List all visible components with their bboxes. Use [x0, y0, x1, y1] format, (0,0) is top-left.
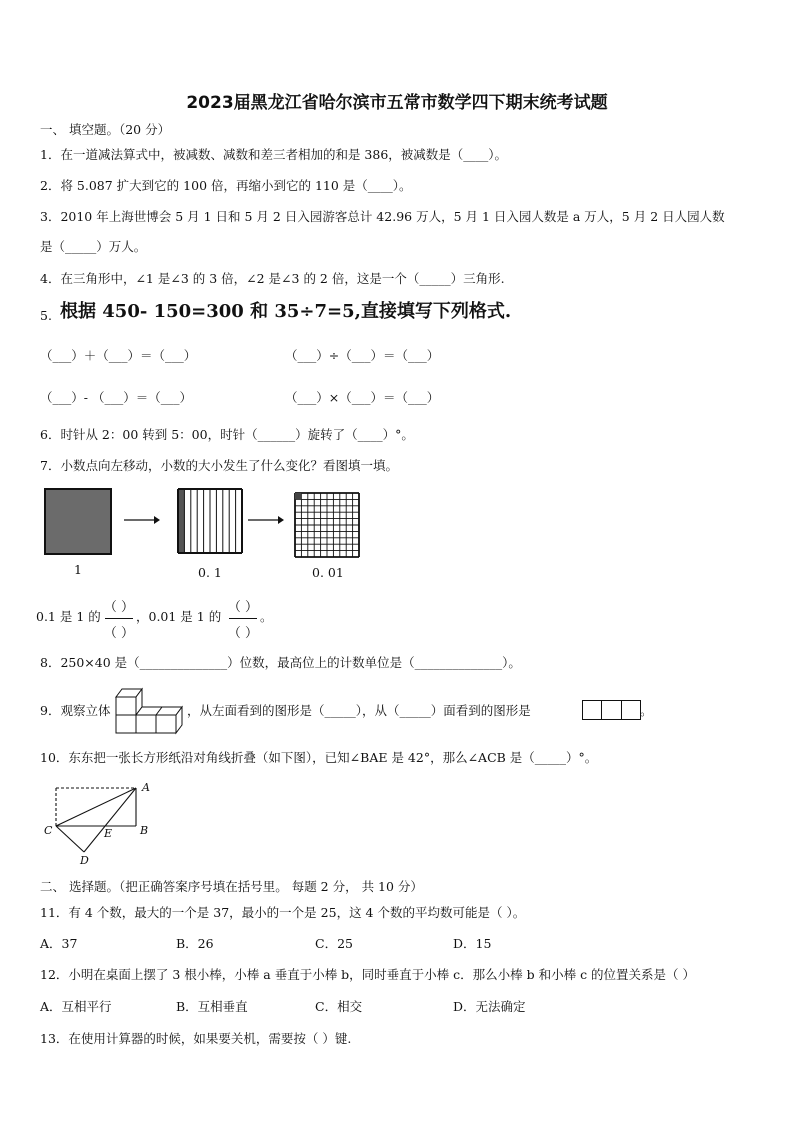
- fraction-blank-1: [102, 596, 136, 642]
- section-2-heading: 二、 选择题。（把正确答案序号填在括号里。 每题 2 分， 共 10 分）: [40, 879, 423, 894]
- question-5-number: 5.: [40, 308, 52, 323]
- q12-option-b: B．互相垂直: [176, 999, 248, 1014]
- three-square-view-figure: [582, 700, 641, 720]
- point-label-c: C: [44, 824, 53, 837]
- question-5-text: 根据 450- 150=300 和 35÷7=5,直接填写下列格式.: [60, 301, 512, 322]
- question-4: 4．在三角形中，∠1 是∠3 的 3 倍，∠2 是∠3 的 2 倍，这是一个（_____）三角形.: [40, 271, 505, 286]
- question-1: 1．在一道减法算式中，被减数、减数和差三者相加的和是 386，被减数是（____）。: [40, 147, 508, 162]
- label-hundredth: 0. 01: [312, 565, 344, 580]
- hundredths-grid-figure: [293, 491, 363, 561]
- q12-option-a: A．互相平行: [40, 999, 112, 1014]
- question-2: 2．将 5.087 扩大到它的 100 倍，再缩小到它的 110 是（____）。: [40, 178, 412, 193]
- question-12: 12．小明在桌面上摆了 3 根小棒，小棒 a 垂直于小棒 b，同时垂直于小棒 c．那么小棒 b 和小棒 c 的位置关系是（ ）: [40, 967, 696, 982]
- section-1-heading: 一、 填空题。（20 分）: [40, 122, 171, 137]
- question-3-line-1: 3．2010 年上海世博会 5 月 1 日和 5 月 2 日入园游客总计 42.96 万人，5 月 1 日入园人数是 a 万人，5 月 2 日人园人数: [40, 209, 725, 224]
- label-tenth: 0. 1: [198, 565, 222, 580]
- q11-option-c: C．25: [315, 936, 353, 951]
- question-6: 6．时针从 2：00 转到 5：00，时针（______）旋转了（____）°。: [40, 427, 414, 442]
- q7-fill-end: 。: [260, 609, 273, 624]
- point-label-b: B: [140, 824, 149, 837]
- question-9-middle: ，从左面看到的图形是（_____），从（_____）面看到的图形是: [187, 703, 531, 718]
- q11-option-a: A．37: [40, 936, 78, 951]
- page-title: 2023届黑龙江省哈尔滨市五常市数学四下期末统考试题: [186, 93, 608, 113]
- denominator-blank: （ ）: [227, 626, 259, 641]
- question-9-end: 。: [640, 703, 653, 718]
- fraction-bar: [229, 618, 257, 619]
- q11-option-d: D．15: [453, 936, 492, 951]
- whole-square-figure: [44, 488, 119, 558]
- cube-solid-figure: [114, 686, 186, 734]
- numerator-blank: （ ）: [103, 600, 135, 615]
- label-one: 1: [74, 562, 82, 577]
- question-13: 13．在使用计算器的时候，如果要关机，需要按（ ）键.: [40, 1031, 352, 1046]
- arrow-right-icon: [122, 512, 162, 528]
- point-label-a: A: [142, 781, 150, 794]
- q5-row2-right: （___）×（___）＝（___）: [285, 390, 440, 405]
- q12-option-c: C．相交: [315, 999, 363, 1014]
- point-label-d: D: [80, 854, 89, 867]
- numerator-blank: （ ）: [227, 600, 259, 615]
- question-3-line-2: 是（_____）万人。: [40, 239, 147, 254]
- point-label-e: E: [104, 827, 113, 840]
- q12-option-d: D．无法确定: [453, 999, 526, 1014]
- fraction-blank-2: [226, 596, 260, 642]
- question-11: 11．有 4 个数，最大的一个是 37，最小的一个是 25，这 4 个数的平均数可能是（ ）。: [40, 905, 526, 920]
- q5-row2-left: （___）- （___）＝（___）: [40, 390, 192, 405]
- question-8: 8．250×40 是（______________）位数，最高位上的计数单位是（______________）。: [40, 655, 521, 670]
- q7-fill-text-b: ，0.01 是 1 的: [136, 609, 222, 624]
- q7-fill-text-a: 0.1 是 1 的: [36, 609, 101, 624]
- tenths-figure: [176, 487, 246, 557]
- q5-row1-right: （___）÷（___）＝（___）: [285, 348, 440, 363]
- question-10: 10．东东把一张长方形纸沿对角线折叠（如下图），已知∠BAE 是 42°，那么∠ACB 是（_____）°。: [40, 750, 598, 765]
- denominator-blank: （ ）: [103, 626, 135, 641]
- arrow-right-icon: [246, 512, 286, 528]
- q11-option-b: B．26: [176, 936, 214, 951]
- fraction-bar: [105, 618, 133, 619]
- question-9-start: 9．观察立体: [40, 703, 111, 718]
- q5-row1-left: （___）＋（___）＝（___）: [40, 348, 197, 363]
- question-7: 7．小数点向左移动，小数的大小发生了什么变化？看图填一填。: [40, 458, 398, 473]
